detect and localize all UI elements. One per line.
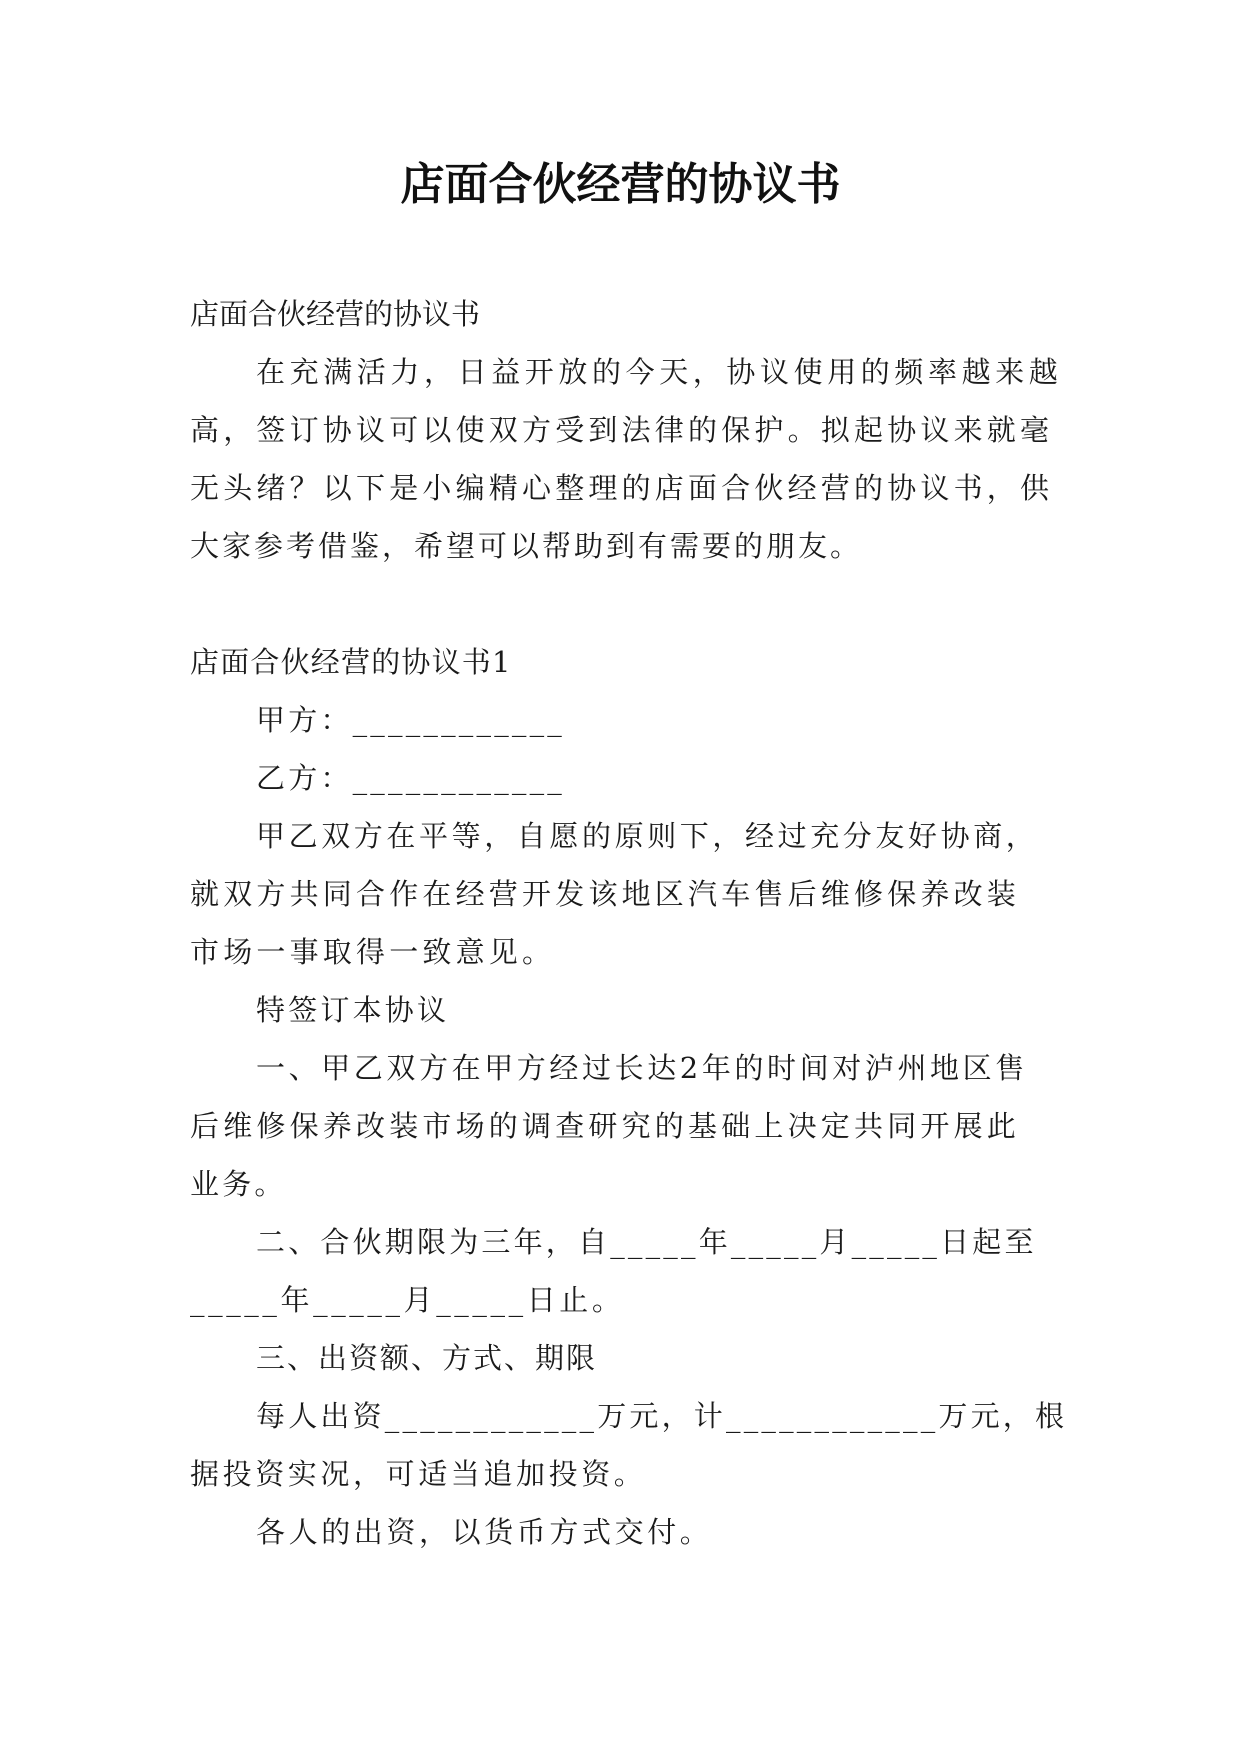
clause-line: 三、出资额、方式、期限: [256, 1341, 598, 1375]
paragraph-line: 就双方共同合作在经营开发该地区汽车售后维修保养改装: [190, 877, 1021, 911]
clause-line: 各人的出资，以货币方式交付。: [256, 1515, 713, 1549]
clause-line: 据投资实况，可适当追加投资。: [190, 1457, 647, 1491]
paragraph-line: 无头绪？以下是小编精心整理的店面合伙经营的协议书，供: [190, 471, 1054, 505]
section-heading: 店面合伙经营的协议书: [190, 297, 481, 331]
clause-line: 每人出资____________万元，计____________万元，根: [256, 1399, 1068, 1433]
clause-line: 业务。: [190, 1167, 287, 1201]
document-body: [190, 285, 1068, 1561]
clause-line: 一、甲乙双方在甲方经过长达2年的时间对泸州地区售: [256, 1051, 1028, 1085]
clause-line: _____年_____月_____日止。: [190, 1283, 625, 1317]
paragraph-line: 高，签订协议可以使双方受到法律的保护。拟起协议来就毫: [190, 413, 1054, 447]
paragraph-line: 甲乙双方在平等，自愿的原则下，经过充分友好协商，: [256, 819, 1039, 853]
blank-line: [190, 575, 1060, 633]
paragraph-line: 在充满活力，日益开放的今天，协议使用的频率越来越: [256, 355, 1063, 389]
paragraph-line: 大家参考借鉴，希望可以帮助到有需要的朋友。: [190, 529, 863, 563]
party-b-line: 乙方：____________: [256, 761, 566, 795]
document-title: 店面合伙经营的协议书: [400, 159, 841, 210]
paragraph-line: 特签订本协议: [256, 993, 450, 1027]
party-a-line: 甲方：____________: [256, 703, 566, 737]
clause-line: 二、合伙期限为三年，自_____年_____月_____日起至: [256, 1225, 1037, 1259]
section-heading: 店面合伙经营的协议书1: [190, 645, 512, 679]
clause-line: 后维修保养改装市场的调查研究的基础上决定共同开展此: [190, 1109, 1021, 1143]
paragraph-line: 市场一事取得一致意见。: [190, 935, 556, 969]
